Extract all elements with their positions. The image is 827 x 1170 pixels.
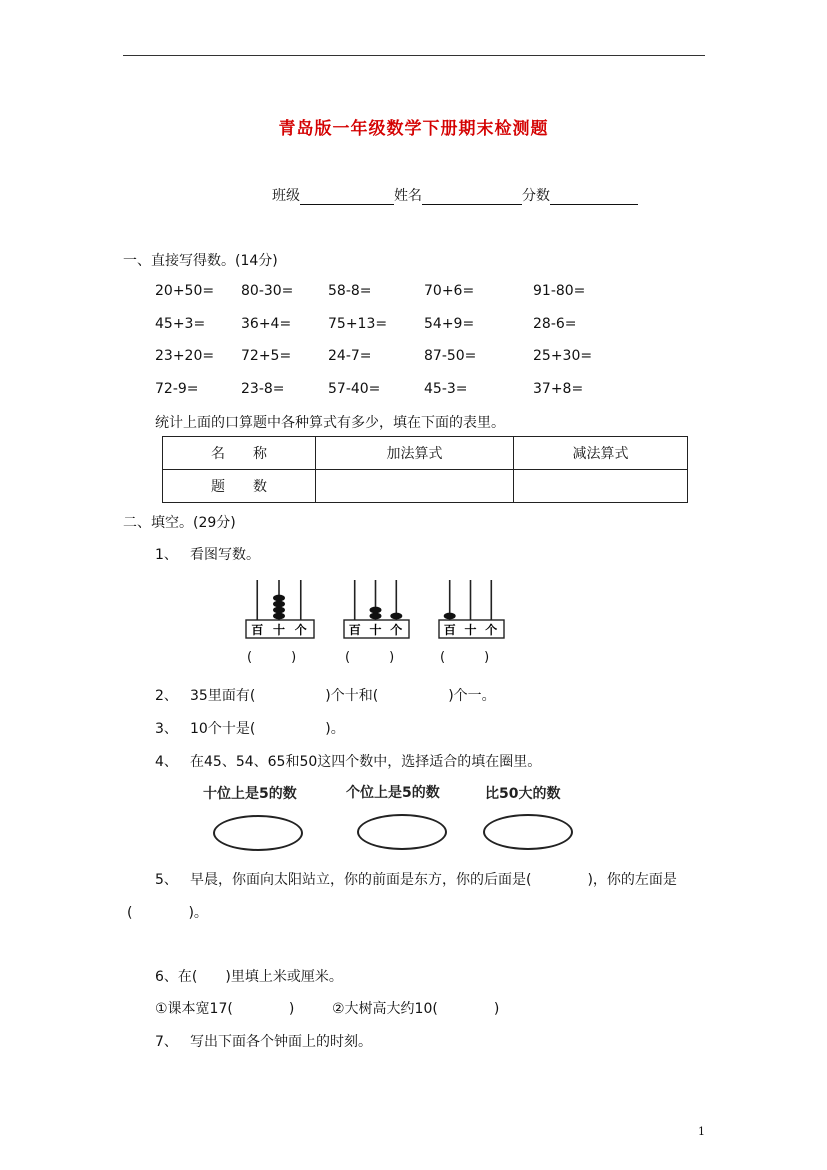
calc-item: 45-3=	[424, 381, 468, 397]
score-field[interactable]	[550, 190, 638, 205]
page-number: 1	[698, 1125, 705, 1138]
stat-header-name: 名 称	[163, 437, 316, 470]
abacus-place-label: 十	[369, 623, 382, 637]
abacus-bead	[370, 613, 382, 620]
stat-header-addition: 加法算式	[316, 437, 514, 470]
q5-number: 5、	[155, 872, 178, 888]
class-label: 班级	[272, 188, 300, 204]
calc-item: 58-8=	[328, 283, 372, 299]
stat-table	[162, 436, 688, 503]
abacus-figure	[343, 578, 412, 648]
stat-table-header-row	[163, 437, 688, 470]
stat-table-row	[163, 470, 688, 503]
abacus-bead	[444, 613, 456, 620]
abacus-place-label: 个	[485, 623, 498, 637]
abacus-place-label: 百	[443, 623, 456, 637]
abacus-place-label: 十	[464, 623, 477, 637]
answer-circle-greater-50[interactable]	[483, 814, 573, 850]
page-title: 青岛版一年级数学下册期末检测题	[278, 119, 549, 139]
calc-item: 87-50=	[424, 348, 477, 364]
calc-item: 57-40=	[328, 381, 381, 397]
circle-label-ones-5: 个位上是5的数	[346, 785, 440, 801]
abacus-place-label: 个	[390, 623, 403, 637]
q6-item-textbook: ①课本宽17( )	[155, 1001, 295, 1017]
abacus-place-label: 个	[294, 623, 307, 637]
calc-item: 25+30=	[533, 348, 593, 364]
name-field[interactable]	[422, 190, 522, 205]
class-field[interactable]	[300, 190, 394, 205]
calc-item: 80-30=	[241, 283, 294, 299]
calc-item: 23-8=	[241, 381, 285, 397]
abacus-place-label: 十	[272, 623, 286, 637]
calc-item: 36+4=	[241, 316, 292, 332]
calc-item: 91-80=	[533, 283, 586, 299]
stat-addition-count-cell[interactable]	[316, 470, 514, 503]
answer-circle-tens-5[interactable]	[213, 815, 303, 851]
q6-text: 6、在( )里填上米或厘米。	[155, 969, 343, 985]
q4-text: 在45、54、65和50这四个数中，选择适合的填在圈里。	[190, 754, 542, 770]
q1-number: 1、	[155, 547, 178, 563]
calc-item: 23+20=	[155, 348, 215, 364]
circle-label-greater-50: 比50大的数	[485, 786, 561, 802]
name-label: 姓名	[394, 188, 422, 204]
abacus-answer-paren[interactable]: ( )	[440, 650, 490, 665]
header-rule	[123, 55, 705, 56]
q3-number: 3、	[155, 721, 178, 737]
stat-header-subtraction: 减法算式	[514, 437, 688, 470]
q2-number: 2、	[155, 688, 178, 704]
abacus-place-label: 百	[348, 623, 361, 637]
abacus-bead	[390, 613, 402, 620]
q6-item-tree: ②大树高大约10( )	[332, 1001, 500, 1017]
abacus-figure	[438, 578, 507, 648]
circle-label-tens-5: 十位上是5的数	[203, 786, 297, 802]
abacus-bead	[273, 601, 285, 608]
calc-item: 45+3=	[155, 316, 206, 332]
q1-text: 看图写数。	[190, 547, 260, 563]
abacus-figure	[245, 578, 317, 648]
calc-item: 54+9=	[424, 316, 475, 332]
q4-number: 4、	[155, 754, 178, 770]
q7-number: 7、	[155, 1034, 178, 1050]
calc-item: 70+6=	[424, 283, 475, 299]
calc-item: 72-9=	[155, 381, 199, 397]
calc-item: 24-7=	[328, 348, 372, 364]
calc-item: 20+50=	[155, 283, 215, 299]
abacus-bead	[273, 595, 285, 602]
q5-text-line2: ( )。	[127, 905, 208, 921]
abacus-bead	[273, 613, 285, 620]
section2-heading: 二、填空。(29分)	[123, 515, 236, 531]
calc-item: 28-6=	[533, 316, 577, 332]
q3-text: 10个十是( )。	[190, 721, 345, 737]
section1-heading: 一、直接写得数。(14分)	[123, 253, 278, 269]
calc-item: 75+13=	[328, 316, 388, 332]
abacus-bead	[273, 607, 285, 614]
abacus-answer-paren[interactable]: ( )	[345, 650, 395, 665]
calc-item: 72+5=	[241, 348, 292, 364]
q2-text: 35里面有( )个十和( )个一。	[190, 688, 496, 704]
abacus-bead	[370, 607, 382, 614]
answer-circle-ones-5[interactable]	[357, 814, 447, 850]
score-label: 分数	[522, 188, 550, 204]
calc-item: 37+8=	[533, 381, 584, 397]
stat-instruction: 统计上面的口算题中各种算式有多少，填在下面的表里。	[155, 415, 505, 431]
abacus-answer-paren[interactable]: ( )	[247, 650, 297, 665]
abacus-place-label: 百	[251, 623, 264, 637]
q7-text: 写出下面各个钟面上的时刻。	[190, 1034, 372, 1050]
stat-row-label: 题 数	[163, 470, 316, 503]
q5-text-line1: 早晨，你面向太阳站立，你的前面是东方，你的后面是( )，你的左面是	[190, 872, 677, 888]
student-info-line	[272, 185, 638, 205]
stat-subtraction-count-cell[interactable]	[514, 470, 688, 503]
